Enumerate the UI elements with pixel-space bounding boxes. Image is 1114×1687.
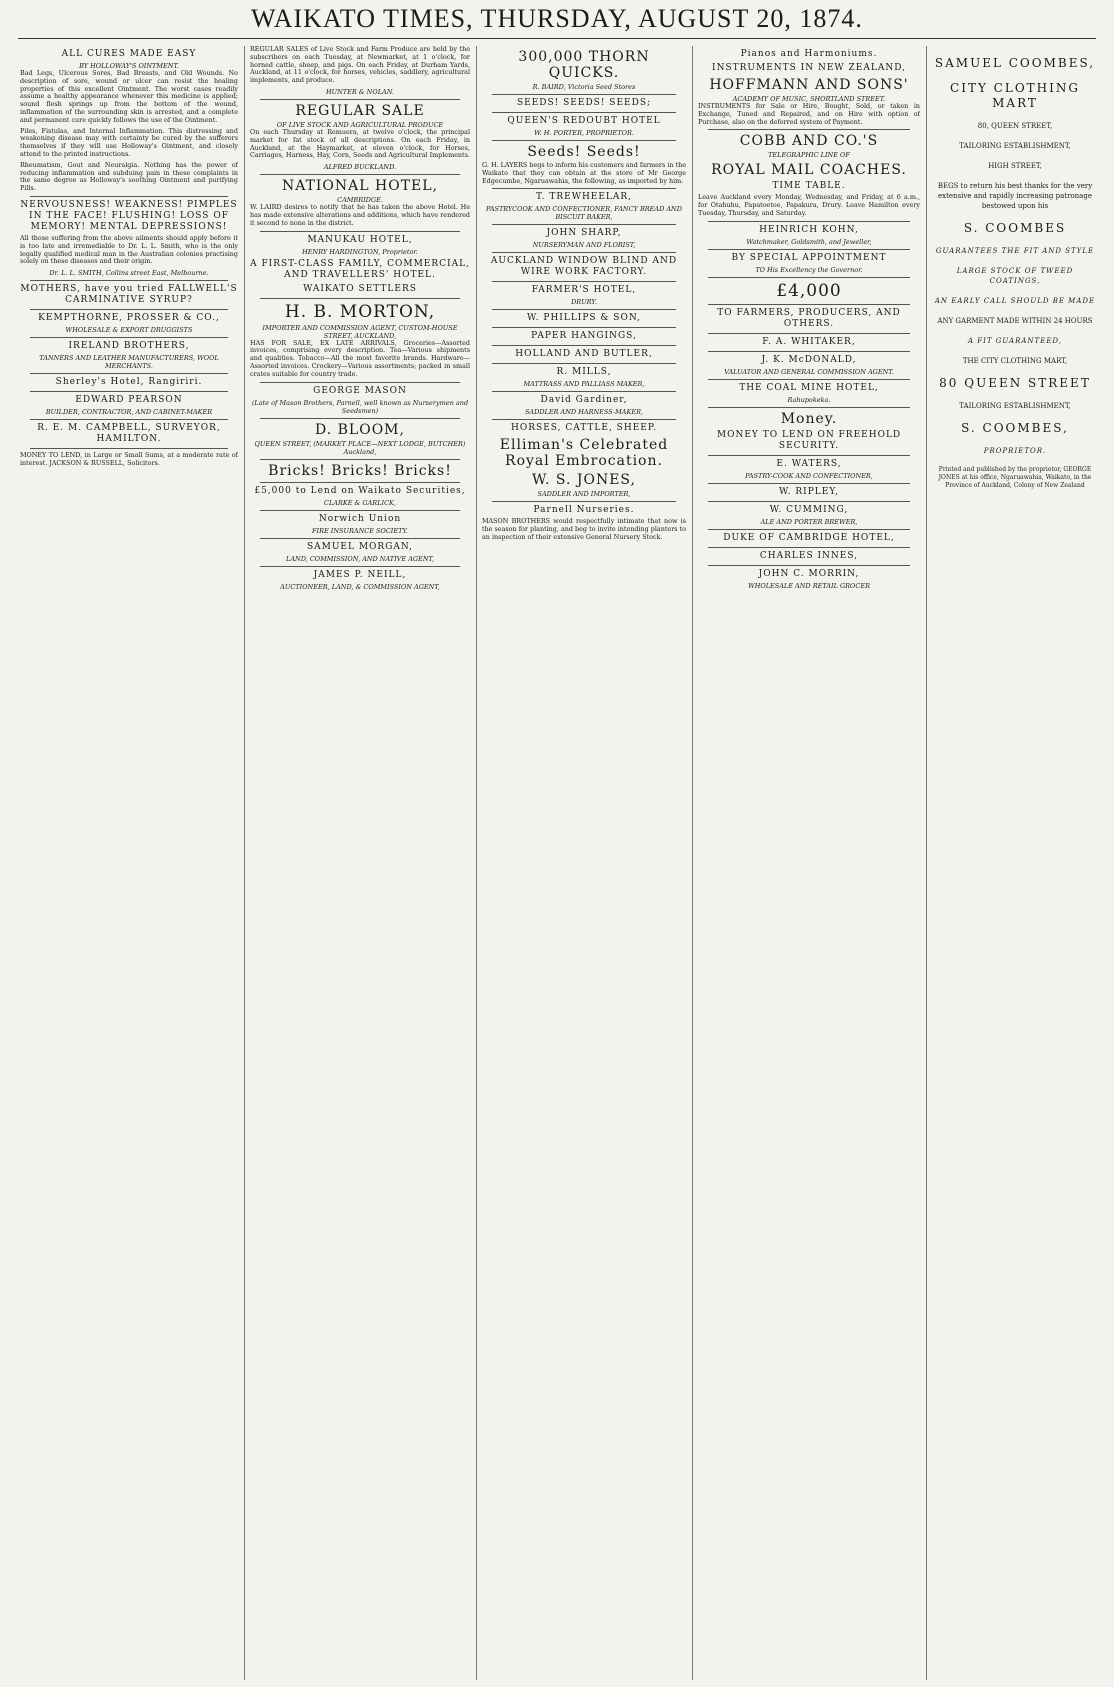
divider (30, 196, 228, 197)
headline: Money. (780, 410, 838, 427)
divider (708, 304, 910, 305)
headline: INSTRUMENTS IN NEW ZEALAND, (712, 63, 906, 73)
divider (260, 538, 460, 539)
headline: E. WATERS, (776, 458, 842, 469)
subheadline: LAND, COMMISSION, AND NATIVE AGENT, (286, 554, 434, 563)
divider (708, 483, 910, 484)
headline: TIME TABLE. (772, 181, 846, 192)
headline: IRELAND BROTHERS, (68, 341, 190, 352)
divider (492, 309, 676, 310)
divider (260, 566, 460, 567)
headline: AUCKLAND WINDOW BLIND AND WIRE WORK FACTORY. (490, 256, 678, 278)
divider (260, 418, 460, 419)
subheadline: TELEGRAPHIC LINE OF (768, 151, 850, 160)
divider (708, 333, 910, 334)
column-5 (932, 46, 1098, 1680)
headline: MOTHERS, have you tried FALLWELL'S CARMINATIVE SYRUP? (20, 284, 238, 306)
headline: SEEDS! SEEDS! SEEDS; (516, 98, 652, 108)
paragraph: MONEY TO LEND, in Large or Small Sums, at a moderate rate of interest. JACKSON & RUSSELL, Solicitors. (20, 451, 238, 467)
divider (260, 99, 460, 100)
headline: T. TREWHEELAR, (535, 192, 633, 203)
headline: Bricks! Bricks! Bricks! (268, 462, 452, 479)
divider (260, 510, 460, 511)
divider (492, 391, 676, 392)
ad-line: ANY GARMENT MADE WITHIN 24 HOURS (937, 317, 1093, 325)
divider (492, 327, 676, 328)
subheadline: ALE AND PORTER BREWER, (760, 517, 858, 526)
subheadline: W. H. PORTER, PROPRIETOR. (534, 129, 634, 137)
paragraph: Piles, Fistulas, and Internal Inflammation. This distressing and weakening disease may with certainty be cured by the sufferers themselves if they will use Holloway's Ointment, and closely attend to the printed instructions. (20, 126, 238, 158)
divider (492, 281, 676, 282)
subheadline: QUEEN STREET, (MARKET PLACE—NEXT LODGE, BUTCHER) Auckland, (254, 439, 466, 456)
headline: ALL CURES MADE EASY (61, 49, 197, 59)
subheadline: (Late of Mason Brothers, Parnell, well known as Nurserymen and Seedsmen) (251, 398, 469, 415)
divider (708, 249, 910, 250)
headline: BY SPECIAL APPOINTMENT (731, 252, 887, 263)
divider (708, 379, 910, 380)
divider (708, 221, 910, 222)
headline: SAMUEL MORGAN, (306, 541, 414, 552)
column-4 (698, 46, 920, 1680)
headline: 300,000 THORN QUICKS. (518, 49, 650, 81)
subheadline: NURSERYMAN AND FLORIST, (532, 241, 636, 250)
headline: W. CUMMING, (769, 504, 849, 515)
divider (708, 547, 910, 548)
headline: Seeds! Seeds! (527, 144, 641, 160)
divider (708, 529, 910, 530)
address: Dr. L. L. SMITH, Collins street East, Melbourne. (49, 269, 209, 278)
subheadline: Watchmaker, Goldsmith, and Jeweller, (746, 237, 872, 246)
column-divider (692, 46, 693, 1680)
headline: Elliman's Celebrated Royal Embrocation. (499, 437, 669, 470)
headline: D. BLOOM, (315, 421, 405, 438)
column-3 (482, 46, 686, 1680)
divider (260, 459, 460, 460)
divider (492, 94, 676, 95)
divider (492, 419, 676, 420)
subheadline: MATTRASS AND PALLIASS MAKER, (523, 380, 645, 389)
headline: DUKE OF CAMBRIDGE HOTEL, (723, 532, 895, 543)
paragraph: G. H. LAYERS begs to inform his customers and farmers in the Waikato that they can obtain at the store of Mr George Edgecumbe, Ngaruawahia, the following, as imported by him. (482, 161, 686, 185)
paragraph: INSTRUMENTS for Sale or Hire, Bought, Sold, or taken in Exchange, Tuned and Repaired, and on Hire with option of Purchase, also on the deferred system of Payment. (698, 102, 920, 126)
headline: R. E. M. CAMPBELL, SURVEYOR, HAMILTON. (37, 423, 221, 445)
divider (30, 280, 228, 281)
subheadline: PASTRYCOOK AND CONFECTIONER, FANCY BREAD AND BISCUIT BAKER, (486, 205, 682, 222)
headline: W. PHILLIPS & SON, (526, 313, 642, 324)
divider (30, 391, 228, 392)
ad-line: TAILORING ESTABLISHMENT, (959, 142, 1071, 150)
headline: JOHN SHARP, (546, 228, 622, 239)
paragraph: Bad Legs, Ulcerous Sores, Bad Breasts, and Old Wounds. No description of sore, wound or ulcer can resist the healing properties of this excellent Ointment. The worst cases readily assume a healthy appearance whenever this medicine is applied; sound flesh springs up from the bottom of the wound, inflammation of the surrounding skin is arrested, and a complete and permanent cure quickly follows the use of the Ointment. (20, 69, 238, 124)
ad-line: AN EARLY CALL SHOULD BE MADE (934, 297, 1096, 305)
paragraph: On each Thursday at Remuera, at twelve o'clock, the principal market for fat stock of all descriptions. On each Friday, in Auckland, at the Haymarket, at eleven o'clock, for Horses, Carriages, Harness, Hay, Corn, Seeds and Agricultural Implements. (250, 127, 470, 160)
column-divider (926, 46, 927, 1680)
ad-line: THE CITY CLOTHING MART, (962, 357, 1068, 365)
divider (30, 337, 228, 338)
headline: HORSES, CATTLE, SHEEP. (511, 423, 657, 434)
subheadline: ACADEMY OF MUSIC, SHORTLAND STREET. (732, 95, 886, 103)
headline: HOFFMANN AND SONS' (709, 77, 909, 93)
headline: TO FARMERS, PRODUCERS, AND OTHERS. (717, 307, 901, 329)
divider (708, 407, 910, 408)
subheadline: WHOLESALE & EXPORT DRUGGISTS (65, 326, 193, 335)
paragraph: W. LAIRD desires to notify that he has taken the above Hotel. He has made extensive alterations and additions, which have rendered it second to none in the district. (250, 203, 470, 227)
headline: HEINRICH KOHN, (759, 224, 859, 235)
paragraph: MASON BROTHERS would respectfully intimate that now is the season for planting, and beg to invite intending planters to an inspection of their extensive General Nursery Stock. (482, 517, 686, 541)
headline: CHARLES INNES, (759, 550, 859, 561)
divider (492, 252, 676, 253)
divider (492, 224, 676, 225)
divider (260, 382, 460, 383)
headline: H. B. MORTON, (284, 301, 436, 322)
headline: WAIKATO SETTLERS (303, 283, 417, 294)
ad-line: LARGE STOCK OF TWEED COATINGS, (956, 267, 1074, 285)
subheadline: WHOLESALE AND RETAIL GROCER (748, 581, 870, 590)
headline: £5,000 to Lend on Waikato Securities, (254, 485, 466, 496)
headline: W. S. JONES, (532, 472, 636, 489)
divider (708, 129, 910, 130)
divider (708, 501, 910, 502)
subheadline: HENRY HARDINGTON, Proprietor. (302, 247, 418, 256)
headline: J. K. McDONALD, (761, 354, 857, 365)
headline: JAMES P. NEILL, (313, 569, 407, 580)
divider (492, 501, 676, 502)
divider (260, 174, 460, 175)
subheadline: DRURY. (571, 298, 597, 307)
headline: Sherley's Hotel, Rangiriri. (55, 377, 203, 388)
column-divider (244, 46, 245, 1680)
headline: NATIONAL HOTEL, (281, 178, 439, 195)
headline: HOLLAND AND BUTLER, (515, 349, 653, 360)
headline: FARMER'S HOTEL, (531, 285, 637, 296)
paragraph: Rheumatism, Gout and Neuralgia. Nothing has the power of reducing inflammation and subduing pain in these complaints in the same degree as Holloway's soothing Ointment and purifying Pills. (20, 160, 238, 193)
masthead-title: WAIKATO TIMES, THURSDAY, AUGUST 20, 1874. (251, 4, 863, 33)
divider (708, 277, 910, 278)
subheadline: SADDLER AND IMPORTER, (537, 490, 631, 499)
ad-line: 80, QUEEN STREET, (977, 122, 1053, 130)
paragraph: REGULAR SALES of Live Stock and Farm Produce are held by the subscribers on each Tuesday, at Newmarket, at 1 o'clock, for horned cattle, sheep, and pigs. On each Friday, at Durham Yards, Auckland, at 11 o'clock, for horses, vehicles, saddlery, agricultural implements, and produce. (250, 46, 470, 85)
ad-heading: CITY CLOTHING MART (950, 81, 1080, 110)
headline: Parnell Nurseries. (533, 505, 635, 516)
headline: JOHN C. MORRIN, (758, 568, 860, 579)
subheadline: IMPORTER AND COMMISSION AGENT, CUSTOM-HOUSE STREET, AUCKLAND, (262, 323, 458, 340)
headline: Norwich Union (318, 513, 402, 524)
signature: ALFRED BUCKLAND. (323, 163, 397, 172)
ad-line: A FIT GUARANTEED, (967, 337, 1063, 345)
headline: GEORGE MASON (313, 385, 407, 396)
headline: PAPER HANGINGS, (531, 331, 637, 342)
subheadline: BY HOLLOWAY'S OINTMENT. (79, 62, 179, 70)
headline: £4,000 (776, 280, 842, 301)
divider (708, 455, 910, 456)
divider (30, 373, 228, 374)
subheadline: CAMBRIDGE. (337, 196, 383, 205)
divider (260, 482, 460, 483)
ad-line: TAILORING ESTABLISHMENT, (959, 402, 1071, 410)
headline: THE COAL MINE HOTEL, (739, 382, 879, 393)
headline: NERVOUSNESS! WEAKNESS! PIMPLES IN THE FACE! FLUSHING! LOSS OF MEMORY! MENTAL DEPRESSIONS! (20, 199, 238, 232)
headline: Pianos and Harmoniums. (740, 49, 878, 59)
subheadline: FIRE INSURANCE SOCIETY. (312, 526, 408, 535)
subheadline: TO His Excellency the Governor. (755, 265, 863, 274)
column-divider (476, 46, 477, 1680)
headline: W. RIPLEY, (779, 486, 839, 497)
ad-line: BEGS to return his best thanks for the very extensive and rapidly increasing patronage bestowed upon his (937, 182, 1093, 210)
divider (492, 140, 676, 141)
subheadline: VALUATOR AND GENERAL COMMISSION AGENT. (724, 367, 894, 376)
headline: R. MILLS, (556, 367, 612, 378)
divider (260, 231, 460, 232)
ad-heading: 80 QUEEN STREET (939, 376, 1091, 390)
subheadline: TANNERS AND LEATHER MANUFACTURERS, WOOL MERCHANTS. (39, 354, 219, 371)
headline: ROYAL MAIL COACHES. (711, 162, 907, 179)
subheadline: PASTRY-COOK AND CONFECTIONER, (745, 471, 873, 480)
paragraph: HAS FOR SALE, EX LATE ARRIVALS, Groceries—Assorted invoices, comprising every description. Tea—Various shipments and qualities. Tobacco—All the most favorite brands. Hardware—Assorted invoices. Crockery—Various assortments; packed in small crates suitable for country trade. (250, 338, 470, 378)
signature: R. BAIRD, Victoria Seed Stores (532, 83, 636, 91)
headline: COBB AND CO.'S (739, 133, 879, 150)
ad-heading: S. COOMBES (963, 221, 1067, 235)
subheadline: AUCTIONEER, LAND, & COMMISSION AGENT, (280, 582, 440, 591)
masthead-rule (18, 38, 1096, 39)
paragraph: All those suffering from the above ailments should apply before it is too late and irremediable to Dr. L. L. Smith, who is the only legally qualified medical man in the Australian colonies practising solely on these diseases and their origin. (20, 233, 238, 266)
headline: QUEEN'S REDOUBT HOTEL (507, 116, 661, 126)
headline: REGULAR SALE (295, 102, 425, 119)
ad-line: GUARANTEES THE FIT AND STYLE (935, 247, 1095, 255)
subheadline: OF LIVE STOCK AND AGRICULTURAL PRODUCE (276, 120, 444, 129)
ad-heading: S. COOMBES, (961, 421, 1069, 435)
ad-line: HIGH STREET, (988, 162, 1042, 170)
masthead (0, 0, 1114, 40)
divider (30, 448, 228, 449)
divider (708, 565, 910, 566)
divider (492, 112, 676, 113)
divider (30, 419, 228, 420)
column-1 (20, 46, 238, 1680)
subheadline: SADDLER AND HARNESS-MAKER, (524, 408, 644, 417)
column-2 (250, 46, 470, 1680)
divider (30, 309, 228, 310)
signature: HUNTER & NOLAN. (325, 87, 395, 96)
divider (492, 363, 676, 364)
divider (492, 345, 676, 346)
ad-line: PROPRIETOR. (983, 447, 1047, 455)
subheadline: BUILDER, CONTRACTOR, AND CABINET-MAKER (45, 408, 213, 417)
paragraph: Leave Auckland every Monday, Wednesday, and Friday, at 6 a.m., for Otahuhu, Papatoetoe, Papakura, Drury. Leave Hamilton every Tuesday, Thursday, and Saturday. (698, 193, 920, 217)
divider (492, 188, 676, 189)
headline: A FIRST-CLASS FAMILY, COMMERCIAL, AND TRAVELLERS' HOTEL. (250, 258, 470, 280)
signature: CLARKE & GARLICK, (324, 498, 396, 507)
subheadline: Rahupokeka. (787, 395, 831, 404)
headline: MONEY TO LEND ON FREEHOLD SECURITY. (716, 429, 902, 451)
headline: KEMPTHORNE, PROSSER & CO., (38, 313, 220, 324)
imprint: Printed and published by the proprietor, GEORGE JONES at his office, Ngaruawahia, Waikato, in the Province of Auckland, Colony of New Zealand (938, 466, 1092, 489)
headline: EDWARD PEARSON (75, 395, 183, 406)
headline: F. A. WHITAKER, (762, 336, 856, 347)
divider (708, 351, 910, 352)
ad-heading: SAMUEL COOMBES, (934, 56, 1096, 70)
headline: MANUKAU HOTEL, (307, 234, 413, 245)
headline: David Gardiner, (540, 395, 628, 406)
divider (260, 298, 460, 299)
